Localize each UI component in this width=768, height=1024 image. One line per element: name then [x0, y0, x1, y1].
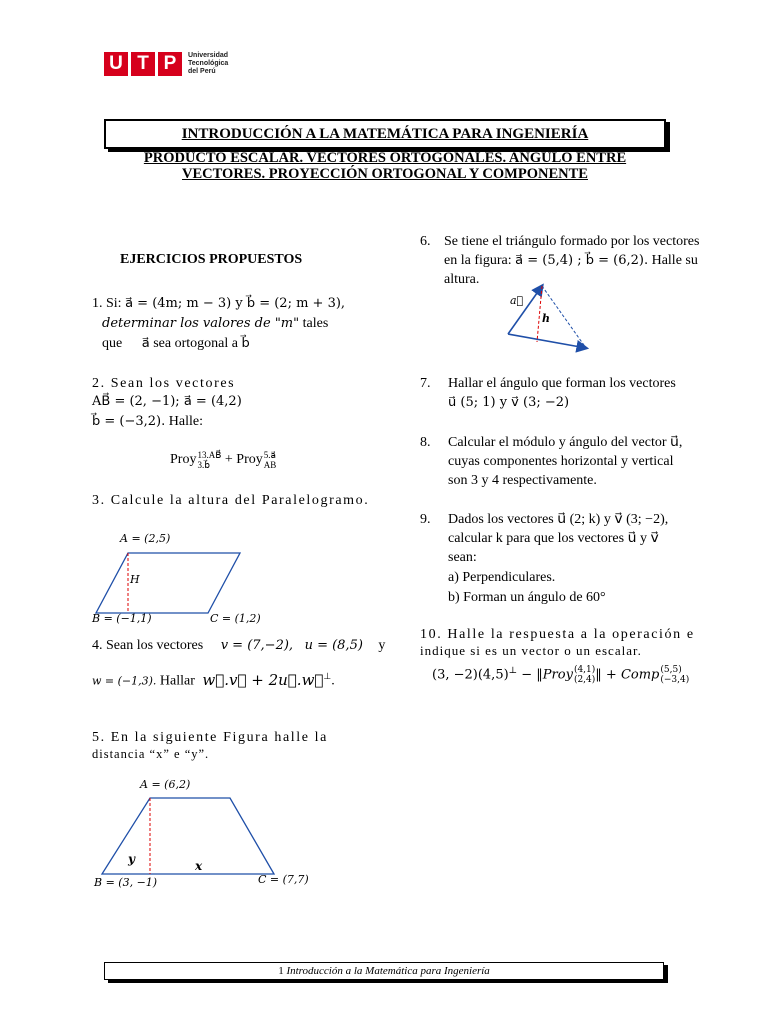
exercise-10: 10. Halle la respuesta a la operación e — [420, 627, 695, 642]
exercise-9: Dados los vectores u⃗ (2; k) y v⃗ (3; −2), — [448, 512, 669, 527]
footer-text: Introducción a la Matemática para Ingeniería — [286, 965, 490, 977]
fig5-label-b: B = (3, −1) — [94, 876, 158, 889]
exercise-8: Calcular el módulo y ángulo del vector u⃗, — [448, 435, 683, 450]
section-title: EJERCICIOS PROPUESTOS — [120, 252, 303, 267]
exercise-6-line3: altura. — [444, 272, 480, 287]
fig5-label-y: y — [128, 852, 135, 866]
exercise-8-line3: son 3 y 4 respectivamente. — [448, 473, 597, 488]
page-number: 1 — [278, 965, 284, 977]
fig6-label-h: h — [542, 312, 550, 325]
exercise-1-line3: que a⃗ sea ortogonal a b⃗ — [102, 336, 250, 351]
topic-subtitle: PRODUCTO ESCALAR. VECTORES ORTOGONALES. ANGULO ENTRE VECTORES. PROYECCIÓN ORTOGONAL Y COMPONENTE — [143, 150, 627, 182]
fig5-label-a: A = (6,2) — [140, 778, 191, 791]
exercise-9-number: 9. — [420, 512, 431, 527]
exercise-6-number: 6. — [420, 234, 431, 249]
exercise-9-line2: calcular k para que los vectores u⃗ y v⃗ — [448, 531, 659, 546]
parallelogram-shape — [96, 553, 240, 613]
exercise-2: 2. Sean los vectores — [92, 376, 236, 391]
exercise-4: 4. Sean los vectores v = (7,−2), u = (8,5) y — [92, 638, 386, 653]
fig3-label-a: A = (2,5) — [120, 532, 171, 545]
exercise-9-line3: sean: — [448, 550, 477, 565]
exercise-9-option-a: a) Perpendiculares. — [448, 570, 556, 585]
exercise-5: 5. En la siguiente Figura halle la — [92, 730, 328, 745]
exercise-7-number: 7. — [420, 376, 431, 391]
exercise-2-vectors: AB⃗ = (2, −1); a⃗ = (4,2) — [92, 394, 242, 409]
fig5-label-c: C = (7,7) — [258, 873, 309, 886]
exercise-7-vectors: u⃗ (5; 1) y v⃗ (3; −2) — [448, 395, 570, 410]
vector-b-arrow — [508, 334, 586, 348]
exercise-8-number: 8. — [420, 435, 431, 450]
fig3-label-b: B = (−1,1) — [92, 612, 152, 625]
exercise-4-line2: w = (−1,3). Hallar w⃗.v⃗ + 2u⃗.w⃗⊥. — [92, 670, 335, 689]
exercise-10-expression: (3, −2)(4,5)⊥ − ‖Proy (4,1) (2,4) ‖ + Comp (5,5) (−3,4) — [432, 664, 690, 685]
exercise-9-option-b: b) Forman un ángulo de 60° — [448, 590, 606, 605]
exercise-1-line2: determinar los valores de "m" tales — [102, 316, 329, 331]
course-title: INTRODUCCIÓN A LA MATEMÁTICA PARA INGENIERÍA — [104, 119, 666, 149]
logo-letter-t: T — [131, 52, 155, 76]
fig5-label-x: x — [195, 859, 203, 873]
exercise-6: Se tiene el triángulo formado por los vectores — [444, 234, 700, 249]
utp-logo — [104, 52, 184, 76]
fig3-label-c: C = (1,2) — [210, 612, 261, 625]
logo-university-name: Universidad Tecnológica del Perú — [188, 52, 229, 75]
exercise-7: Hallar el ángulo que forman los vectores — [448, 376, 676, 391]
exercise-10-line2: indique si es un vector o un escalar. — [420, 643, 642, 658]
logo-letter-u: U — [104, 52, 128, 76]
exercise-8-line2: cuyas componentes horizontal y vertical — [448, 454, 674, 469]
exercise-2-line3: b⃗ = (−3,2). Halle: — [92, 414, 203, 429]
fig3-label-h: H — [130, 573, 140, 586]
exercise-5-line2: distancia “x” e “y”. — [92, 747, 210, 761]
exercise-3: 3. Calcule la altura del Paralelogramo. — [92, 493, 370, 508]
exercise-1: 1. Si: a⃗ = (4m; m − 3) y b⃗ = (2; m + 3), — [92, 296, 346, 311]
exercise-2-formula: Proy 13.AB⃗ 3.b⃗ + Proy 5.a⃗ AB — [170, 450, 277, 470]
exercise-6-line2: en la figura: a⃗ = (5,4) ; b⃗ = (6,2). Halle su — [444, 253, 698, 268]
logo-letter-p: P — [158, 52, 182, 76]
fig6-label-a: a⃗ — [510, 294, 524, 307]
page-footer — [104, 962, 664, 980]
